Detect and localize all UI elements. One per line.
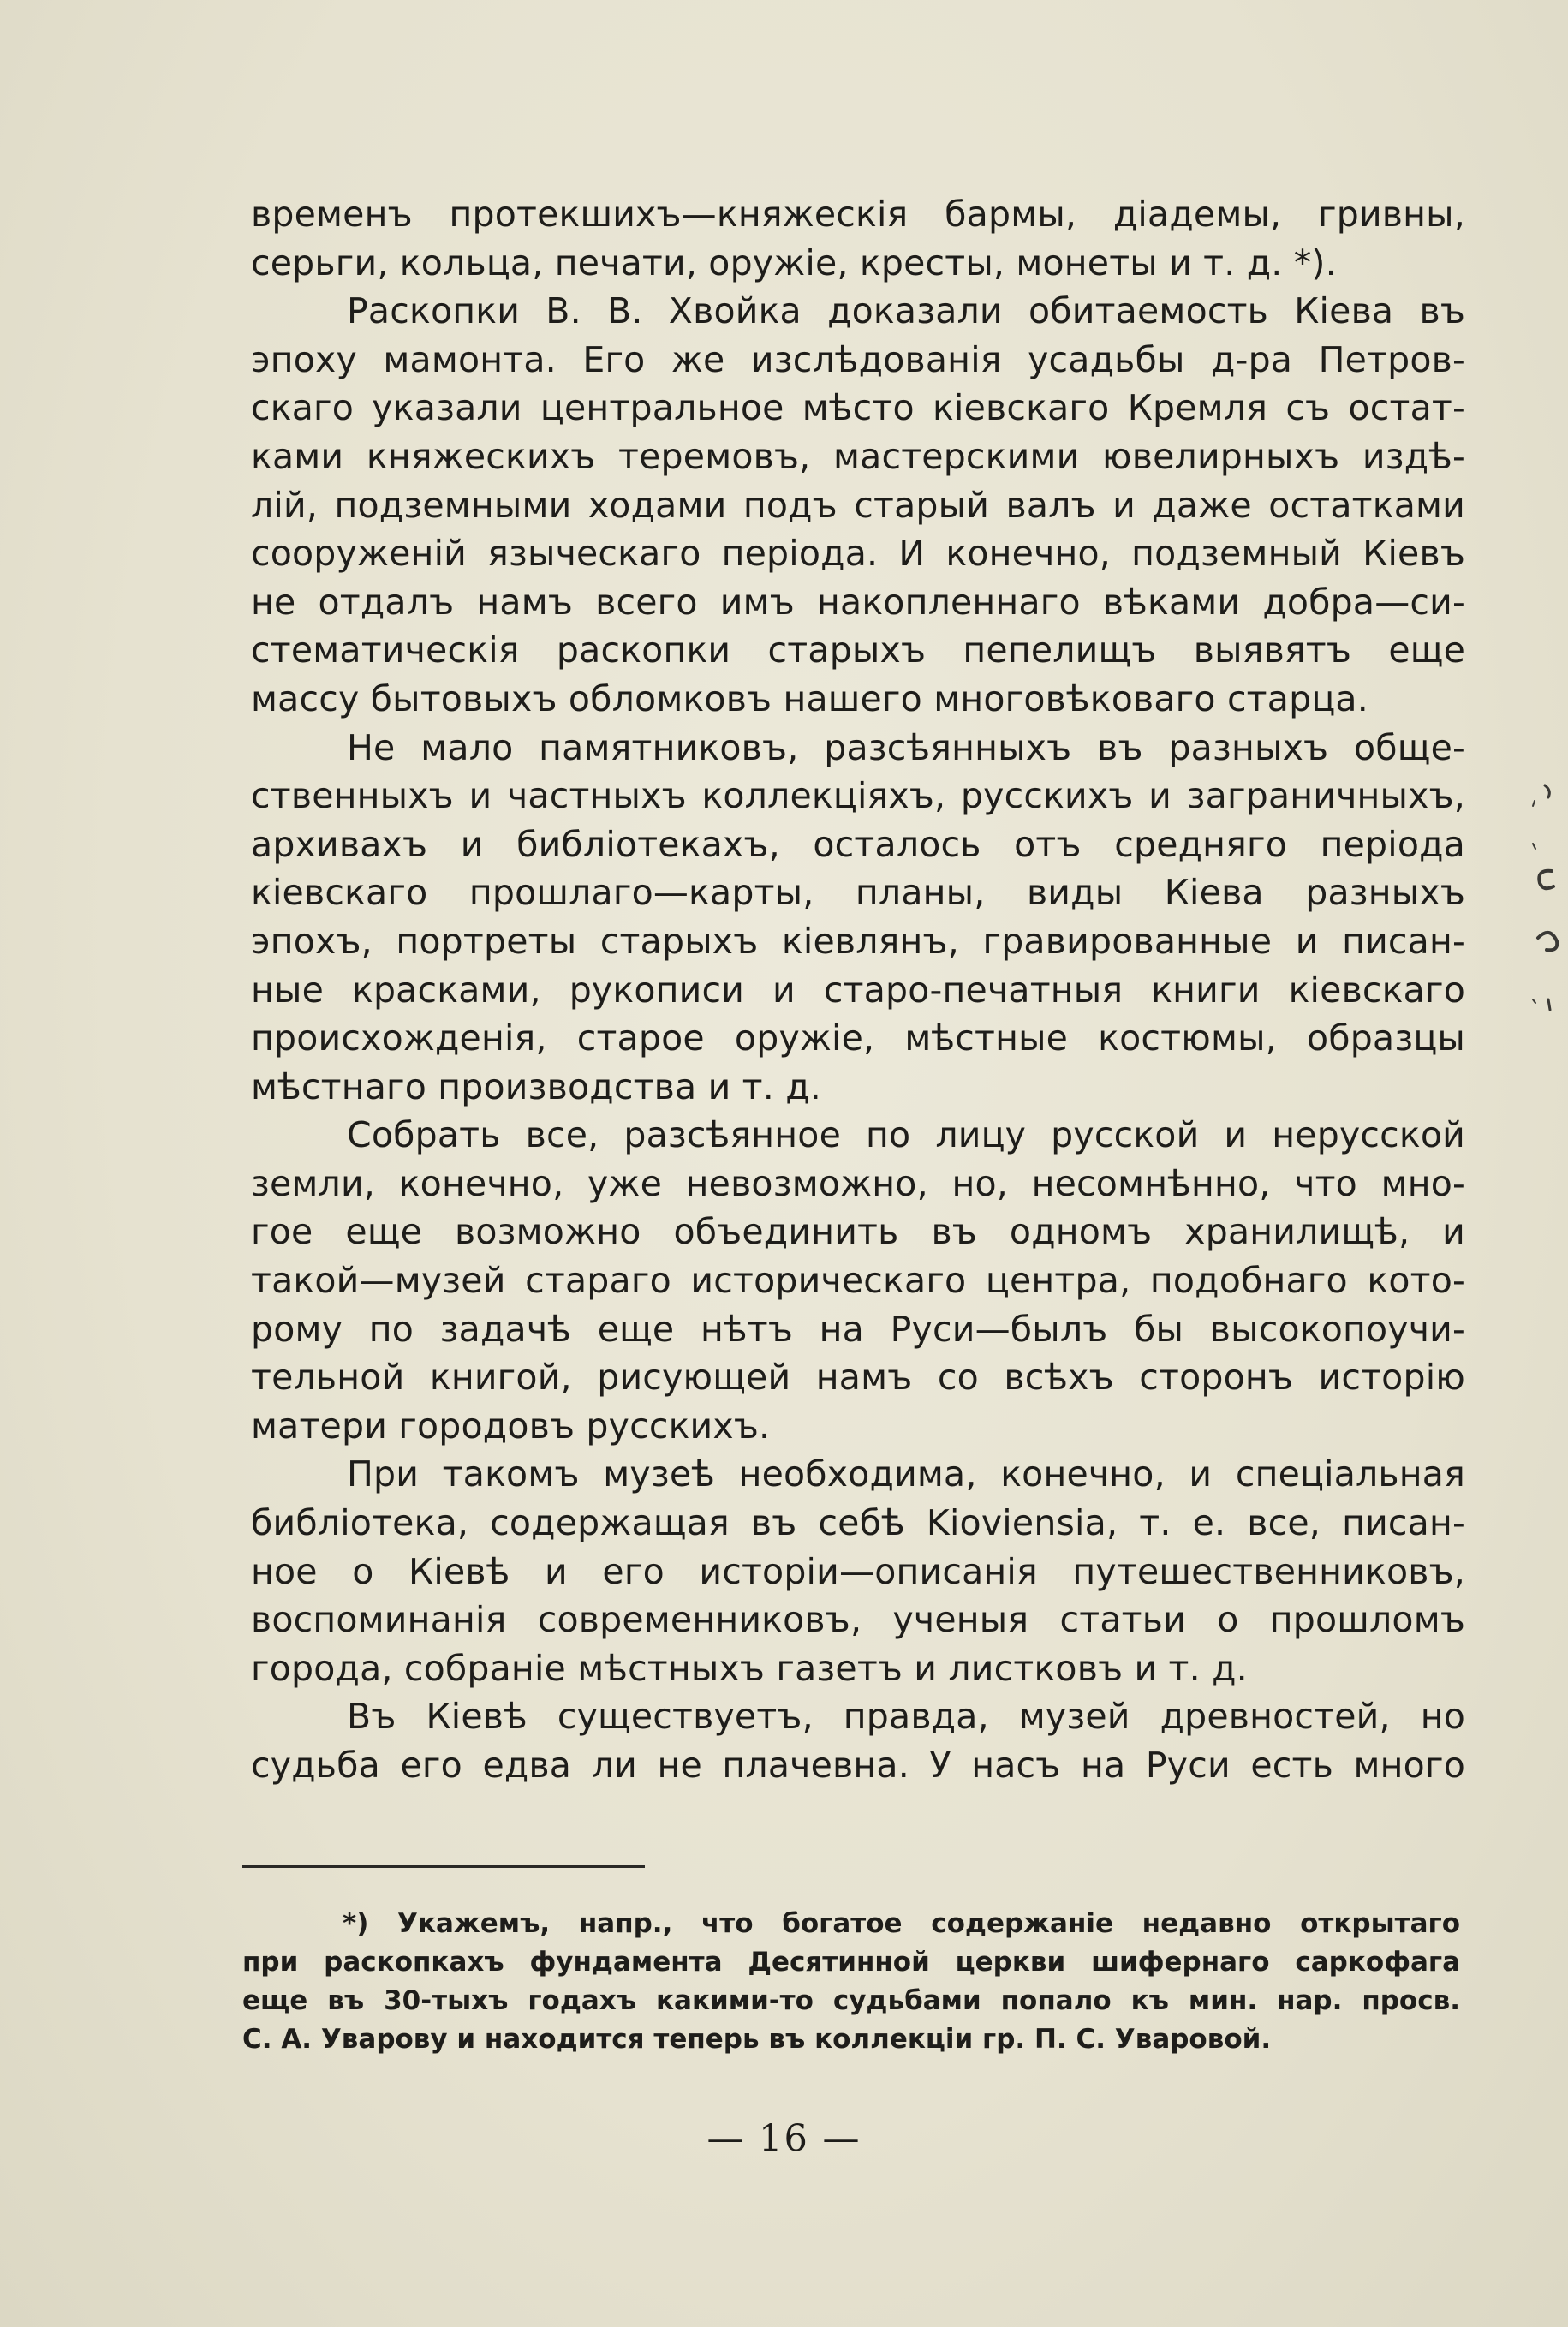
text-line: кіевскаго прошлаго—карты, планы, виды Кіева разныхъ [251, 872, 1465, 914]
text-line: происхожденія, старое оружіе, мѣстные костюмы, образцы [251, 1017, 1465, 1059]
text-line: эпоху мамонта. Его же изслѣдованія усадьбы д-ра Петров- [251, 338, 1465, 380]
text-line: ственныхъ и частныхъ коллекціяхъ, русскихъ и заграничныхъ, [251, 775, 1465, 817]
text-line: земли, конечно, уже невозможно, но, несомнѣнно, что мно- [251, 1162, 1465, 1204]
text-line: города, собраніе мѣстныхъ газетъ и листковъ и т. д. [251, 1647, 1248, 1689]
footnote-rule [242, 1865, 645, 1868]
text-line: ные красками, рукописи и старо-печатныя книги кіевскаго [251, 969, 1465, 1011]
text-line: лій, подземными ходами подъ старый валъ и даже остатками [251, 484, 1465, 526]
page-number: — 16 — [706, 2117, 862, 2160]
text-line: ное о Кіевѣ и его исторіи—описанія путешественниковъ, [251, 1550, 1465, 1592]
text-line: библіотека, содержащая въ себѣ Kioviensia, т. е. все, писан- [251, 1502, 1465, 1544]
text-line: мѣстнаго производства и т. д. [251, 1065, 822, 1107]
text-line: скаго указали центральное мѣсто кіевскаго Кремля съ остат- [251, 387, 1465, 429]
text-line: массу бытовыхъ обломковъ нашего многовѣковаго старца. [251, 677, 1368, 719]
footnote [242, 1905, 1460, 2059]
text-line: сооруженій языческаго періода. И конечно, подземный Кіевъ [251, 533, 1465, 575]
main-text [251, 190, 1465, 1790]
text-line: эпохъ, портреты старыхъ кіевлянъ, гравированные и писан- [251, 920, 1465, 962]
text-line: воспоминанія современниковъ, ученыя статьи о прошломъ [251, 1599, 1465, 1641]
text-line: не отдалъ намъ всего имъ накопленнаго вѣками добра—си- [251, 581, 1465, 623]
text-line: Въ Кіевѣ существуетъ, правда, музей древностей, но [347, 1696, 1465, 1738]
text-line: Собрать все, разсѣянное по лицу русской и нерусской [347, 1114, 1465, 1156]
text-line: гое еще возможно объединить въ одномъ хранилищѣ, и [251, 1211, 1465, 1253]
text-line: такой—музей стараго историческаго центра, подобнаго кото- [251, 1260, 1465, 1302]
text-line: Раскопки В. В. Хвойка доказали обитаемость Кіева въ [347, 290, 1465, 332]
text-line: стематическія раскопки старыхъ пепелищъ выявятъ еще [251, 629, 1465, 671]
text-line: ками княжескихъ теремовъ, мастерскими ювелирныхъ издѣ- [251, 435, 1465, 477]
text-line: При такомъ музеѣ необходима, конечно, и спеціальная [347, 1453, 1465, 1495]
footnote-line: С. А. Уварову и находится теперь въ коллекціи гр. П. С. Уваровой. [242, 2024, 1272, 2055]
text-line: судьба его едва ли не плачевна. У насъ на Руси есть много [251, 1745, 1465, 1786]
text-line: Не мало памятниковъ, разсѣянныхъ въ разныхъ обще- [347, 726, 1465, 768]
footnote-line: при раскопкахъ фундамента Десятинной церкви шифернаго саркофага [242, 1947, 1460, 1978]
text-line: рому по задачѣ еще нѣтъ на Руси—былъ бы высокопоучи- [251, 1308, 1465, 1350]
margin-scratch-marks [1526, 775, 1565, 1041]
text-line: матери городовъ русскихъ. [251, 1405, 771, 1447]
text-line: серьги, кольца, печати, оружіе, кресты, монеты и т. д. *). [251, 242, 1337, 283]
text-line: тельной книгой, рисующей намъ со всѣхъ сторонъ исторію [251, 1357, 1465, 1399]
text-line: временъ протекшихъ—княжескія бармы, діадемы, гривны, [251, 194, 1465, 235]
text-line: архивахъ и библіотекахъ, осталось отъ средняго періода [251, 823, 1465, 865]
footnote-line: *) Укажемъ, напр., что богатое содержаніе недавно открытаго [343, 1908, 1460, 1939]
footnote-line: еще въ 30-тыхъ годахъ какими-то судьбами попало къ мин. нар. просв. [242, 1985, 1460, 2016]
